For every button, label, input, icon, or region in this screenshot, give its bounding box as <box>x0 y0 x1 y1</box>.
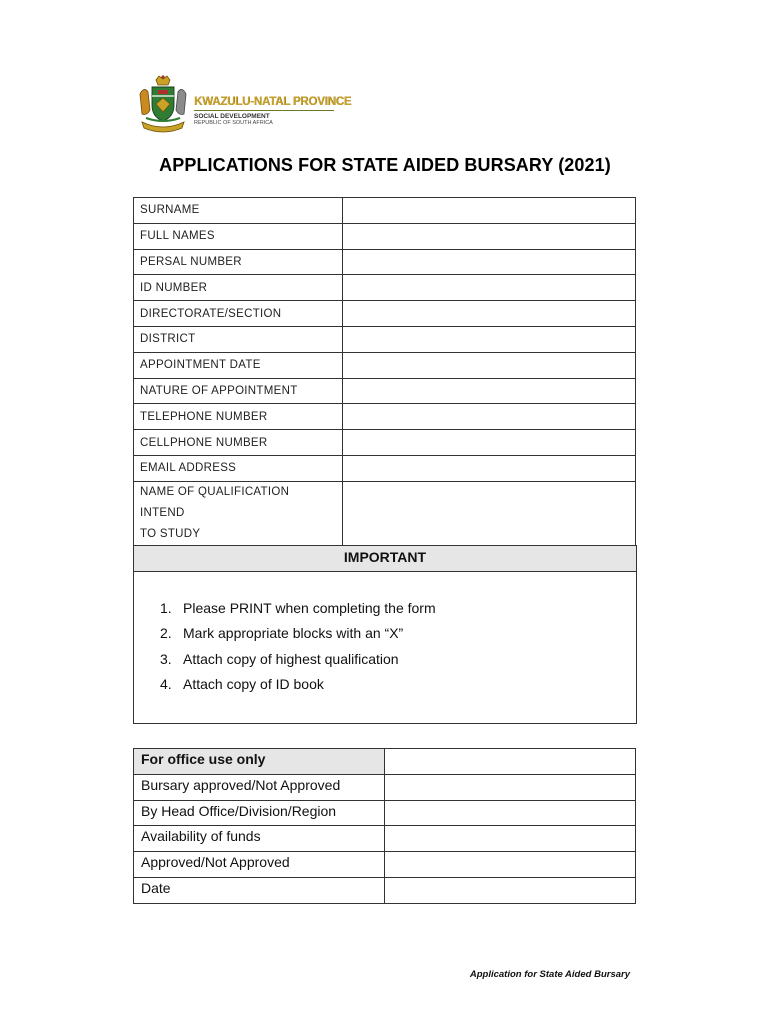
field-label: NATURE OF APPOINTMENT <box>134 378 343 404</box>
availability-of-funds-field[interactable] <box>385 826 636 852</box>
applicant-details-table <box>133 197 636 546</box>
table-row <box>134 877 636 903</box>
logo-province: KWAZULU-NATAL PROVINCE <box>194 96 352 108</box>
field-label: DISTRICT <box>134 326 343 352</box>
kzn-coat-of-arms-icon <box>136 74 190 136</box>
surname-field[interactable] <box>343 198 636 224</box>
table-row <box>134 326 636 352</box>
table-row <box>134 378 636 404</box>
department-logo <box>136 74 352 136</box>
head-office-division-region-field[interactable] <box>385 800 636 826</box>
page-footer: Application for State Aided Bursary <box>469 969 630 980</box>
logo-country: REPUBLIC OF SOUTH AFRICA <box>194 120 273 126</box>
bursary-approved-field[interactable] <box>385 774 636 800</box>
item-number: 2. <box>160 625 172 642</box>
qualification-label-line1: NAME OF QUALIFICATION INTEND <box>140 485 290 519</box>
date-field[interactable] <box>385 877 636 903</box>
table-row <box>134 198 636 224</box>
field-label: Availability of funds <box>134 826 385 852</box>
email-address-field[interactable] <box>343 455 636 481</box>
item-number: 4. <box>160 675 172 692</box>
field-label: DIRECTORATE/SECTION <box>134 301 343 327</box>
table-row <box>134 826 636 852</box>
table-row <box>134 852 636 878</box>
office-use-heading-blank <box>385 749 636 775</box>
table-row <box>134 352 636 378</box>
table-row <box>134 774 636 800</box>
field-label <box>134 481 343 545</box>
field-label: FULL NAMES <box>134 223 343 249</box>
field-label: EMAIL ADDRESS <box>134 455 343 481</box>
nature-of-appointment-field[interactable] <box>343 378 636 404</box>
field-label: SURNAME <box>134 198 343 224</box>
field-label: By Head Office/Division/Region <box>134 800 385 826</box>
item-number: 1. <box>160 600 172 616</box>
field-label: APPOINTMENT DATE <box>134 352 343 378</box>
table-row <box>134 275 636 301</box>
table-row <box>134 249 636 275</box>
list-item <box>160 596 436 621</box>
item-text: Please PRINT when completing the form <box>183 600 436 616</box>
field-label: Bursary approved/Not Approved <box>134 774 385 800</box>
field-label: TELEPHONE NUMBER <box>134 404 343 430</box>
table-row <box>134 481 636 545</box>
logo-text <box>194 96 351 126</box>
field-label: CELLPHONE NUMBER <box>134 430 343 456</box>
list-item <box>160 621 436 646</box>
cellphone-number-field[interactable] <box>343 430 636 456</box>
office-use-heading: For office use only <box>134 749 385 775</box>
qualification-label-line2: TO STUDY <box>140 527 201 540</box>
instructions-list <box>160 596 436 697</box>
list-item <box>160 672 436 697</box>
appointment-date-field[interactable] <box>343 352 636 378</box>
qualification-field[interactable] <box>343 481 636 545</box>
table-row <box>134 430 636 456</box>
page-title: APPLICATIONS FOR STATE AIDED BURSARY (2021) <box>159 155 611 175</box>
table-row <box>134 404 636 430</box>
field-label: ID NUMBER <box>134 275 343 301</box>
list-item <box>160 647 436 672</box>
approved-not-approved-field[interactable] <box>385 852 636 878</box>
important-heading: IMPORTANT <box>134 546 636 572</box>
id-number-field[interactable] <box>343 275 636 301</box>
field-label: Approved/Not Approved <box>134 852 385 878</box>
field-label: PERSAL NUMBER <box>134 249 343 275</box>
table-row <box>134 223 636 249</box>
item-text: Mark appropriate blocks with an “X” <box>183 625 404 642</box>
office-use-table <box>133 748 636 904</box>
field-label: Date <box>134 877 385 903</box>
logo-divider <box>194 110 334 111</box>
table-row <box>134 301 636 327</box>
full-names-field[interactable] <box>343 223 636 249</box>
item-text: Attach copy of ID book <box>183 675 324 692</box>
important-notice-box <box>133 545 637 724</box>
district-field[interactable] <box>343 326 636 352</box>
table-row <box>134 749 636 775</box>
logo-department: SOCIAL DEVELOPMENT <box>194 113 270 120</box>
table-row <box>134 455 636 481</box>
item-text: Attach copy of highest qualification <box>183 650 399 667</box>
persal-number-field[interactable] <box>343 249 636 275</box>
directorate-section-field[interactable] <box>343 301 636 327</box>
table-row <box>134 800 636 826</box>
telephone-number-field[interactable] <box>343 404 636 430</box>
item-number: 3. <box>160 650 172 667</box>
